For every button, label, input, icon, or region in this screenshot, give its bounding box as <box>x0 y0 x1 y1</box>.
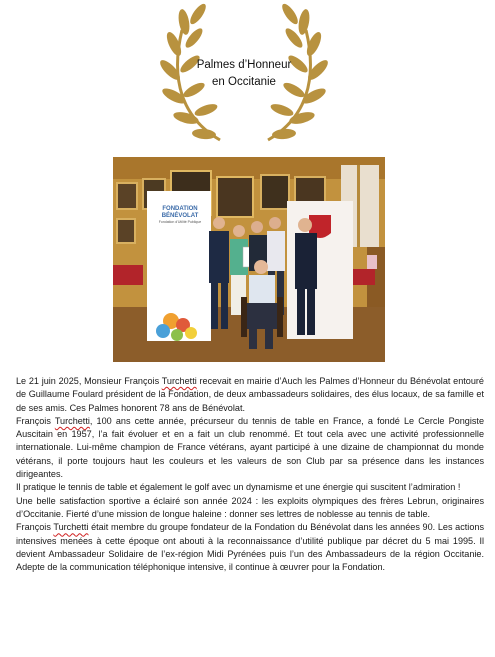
p1-text-start: Le 21 juin 2025, Monsieur François <box>16 376 162 386</box>
paragraph-1 <box>16 375 484 415</box>
banner-left-label <box>153 206 207 225</box>
award-title <box>160 57 328 91</box>
p5-name: Turchetti <box>53 522 89 533</box>
p5-text-start: François <box>16 522 54 533</box>
paragraph-4: Une belle satisfaction sportive a éclairé son année 2024 : les exploits olympiques des frères Lebrun, originaires d’Occitanie. Fierté d’une mission de longue haleine : donner ses lettres de noblesse au tennis de table. <box>16 495 484 519</box>
p2-name: Turchetti <box>54 415 90 426</box>
paragraph-2 <box>16 415 484 481</box>
banner-left-line2: BÉNÉVOLAT <box>161 213 199 219</box>
banner-left-line1: FONDATION <box>162 206 198 212</box>
ceremony-photo <box>113 157 385 362</box>
article-body <box>16 375 484 574</box>
p5-text-end: était membre du groupe fondateur de la Fondation du Bénévolat dans les années 90. Les actions intensives menées à cette époque ont abouti à la reconnaissance d’utilité publique par décret du 5 mai 1995. Il devient Ambassadeur Solidaire de l’ex-région Midi Pyrénées puis l’un des Ambassadeurs de la région Occitanie. Adepte de la communication téléphonique intensive, il continue à œuvrer pour la Fondation. <box>16 522 484 573</box>
banner-left-tagline: Fondation d'Utilité Publique <box>158 220 202 224</box>
p1-text-end: recevait en mairie d’Auch les Palmes d’Honneur du Bénévolat entouré de Guillaume Foulard président de la Fondation, de deux ambassadeurs solidaires, des élus locaux, de sa famille et de ses amis. Ces Palmes honorent 78 ans de Bénévolat. <box>16 376 484 413</box>
p2-text-end: , 100 ans cette année, précurseur du tennis de table en France, a fondé Le Cercle Pongiste Auscitain en 1957, l’a fait évoluer et en a fait un club renommé. Et tout cela avec une activité professionnelle internationale. Lui-même champion de France vétérans, ayant participé à une dizaine de championnat du monde vétérans, il porte toujours haut les couleurs et les valeurs de son Club par sa présence dans les instances dirigeantes. <box>16 415 485 480</box>
award-title-line1: Palmes d’Honneur <box>196 59 292 71</box>
paragraph-3: Il pratique le tennis de table et également le golf avec un dynamisme et une énergie qui suscitent l’admiration ! <box>16 482 461 493</box>
paragraph-5 <box>16 521 484 574</box>
p2-text-start: François <box>16 415 55 426</box>
p1-name: Turchetti <box>161 376 197 386</box>
award-title-line2: en Occitanie <box>212 76 276 88</box>
